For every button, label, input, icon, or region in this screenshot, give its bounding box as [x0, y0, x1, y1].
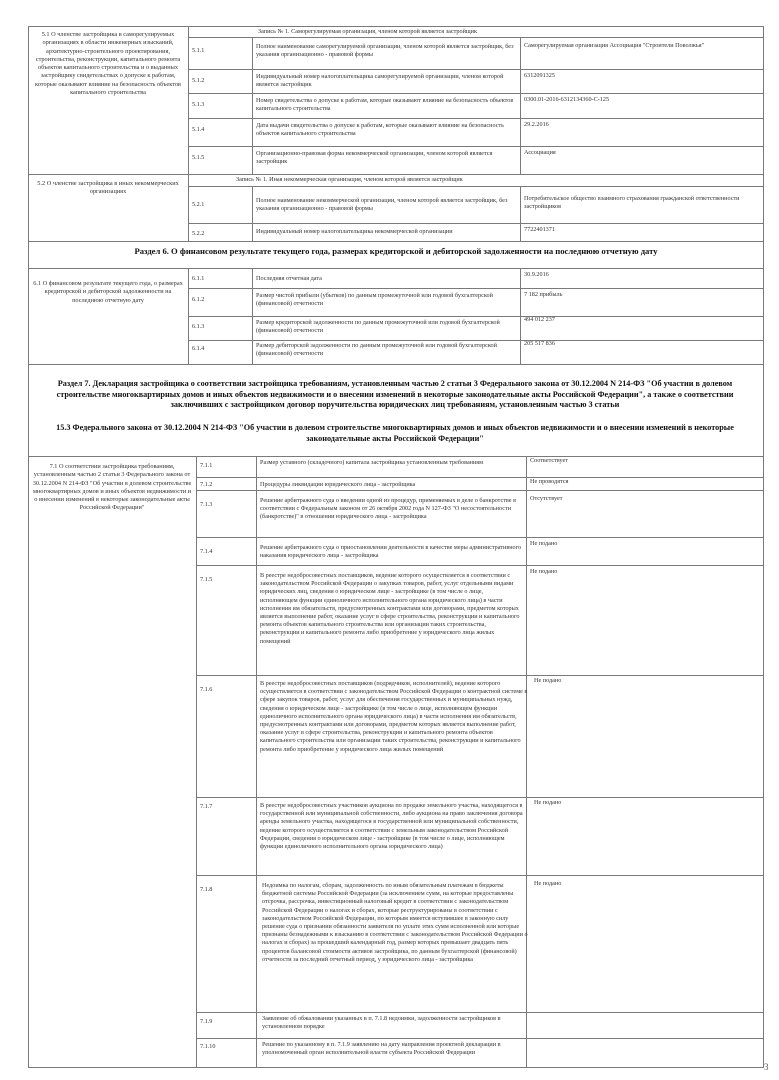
row-7-1-3-val: Отсутствует — [530, 495, 563, 502]
row-7-1-7-val: Не подано — [534, 799, 562, 806]
row-7-1-8-val: Не подано — [534, 880, 562, 887]
row-6-1-3-num: 6.1.3 — [192, 323, 205, 330]
row-6-1-4-desc: Размер дебиторской задолженности по данным промежуточной или годовой бухгалтерской (финансовой) отчетности — [256, 342, 497, 358]
section-6-title: Раздел 6. О финансовом результате текущего года, размерах кредиторской и дебиторской задолженности на последнюю отчетную дату — [134, 246, 658, 256]
row-7-1-10-desc: Решение по указанному в п. 7.1.9 заявлению на дату направления проектной декларации в уполномоченный орган исполнительной власти субъекта Российской Федерации — [262, 1041, 501, 1057]
row-7-1-8-num: 7.1.8 — [200, 886, 213, 893]
row-5-1-3-num: 5.1.3 — [192, 101, 205, 108]
row-7-1-2-val: Не проводятся — [530, 478, 569, 485]
record-5-2: Запись № 1. Иная некоммерческая организация, членом которой является застройщик — [236, 176, 463, 183]
label-6-1: 6.1 О финансовом результате текущего года, о размерах кредиторской и дебиторской задолженности на последнюю отчетную дату — [33, 280, 183, 304]
row-7-1-6-num: 7.1.6 — [200, 686, 213, 693]
row-7-1-1-desc: Размер уставного (складочного) капитала застройщика установленным требованиям — [260, 459, 484, 466]
row-5-1-4-val: 29.2.2016 — [524, 121, 549, 128]
row-7-1-10-num: 7.1.10 — [200, 1043, 216, 1050]
row-7-1-2-desc: Процедуры ликвидации юридического лица - застройщика — [260, 481, 416, 488]
row-5-1-4-desc: Дата выдачи свидетельства о допуске к работам, которые оказывают влияние на безопасность объектов капитального строительства — [256, 122, 504, 138]
label-7-1: 7.1 О соответствии застройщика требованиям, установленным частью 2 статьи 3 Федерального закона от 30.12.2004 N 214-ФЗ "Об участии в долевом строительстве многоквартирных домов и иных объектов недвижимости и о внесении изменений в некоторые законодательные акты Российской Федерации" — [32, 463, 192, 512]
row-5-1-1-num: 5.1.1 — [192, 47, 205, 54]
row-6-1-2-num: 6.1.2 — [192, 296, 205, 303]
row-7-1-4-desc: Решение арбитражного суда о приостановлении деятельности в качестве меры административного наказания юридического лица - застройщика — [260, 544, 522, 560]
row-7-1-5-val: Не подано — [530, 568, 558, 575]
row-5-1-5-num: 5.1.5 — [192, 154, 205, 161]
row-7-1-1-val: Соответствует — [530, 457, 568, 464]
row-7-1-5-num: 7.1.5 — [200, 576, 213, 583]
label-5-2: 5.2 О членстве застройщика в иных некоммерческих организациях — [37, 180, 179, 196]
record-5-1: Запись № 1. Саморегулируемая организация, членом которой является застройщик — [258, 28, 477, 35]
row-7-1-4-val: Не подано — [530, 540, 558, 547]
row-7-1-3-desc: Решение арбитражного суда о введении одной из процедур, применяемых в деле о банкротстве в соответствии с Федеральным законом от 26 октября 2002 года N 127-ФЗ "О несостоятельности (банкротстве)" в отношении юридического лица - застройщика — [260, 497, 517, 521]
row-7-1-2-num: 7.1.2 — [200, 481, 213, 488]
row-6-1-1-desc: Последняя отчетная дата — [256, 275, 322, 282]
row-5-2-2-val: 7722401371 — [524, 226, 555, 233]
row-6-1-3-desc: Размер кредиторской задолженности по данным промежуточной или годовой бухгалтерской (финансовой) отчетности — [256, 319, 500, 335]
row-5-2-1-num: 5.2.1 — [192, 201, 205, 208]
row-7-1-4-num: 7.1.4 — [200, 548, 213, 555]
row-7-1-1-num: 7.1.1 — [200, 462, 213, 469]
row-7-1-6-val: Не подано — [534, 677, 562, 684]
row-5-2-2-num: 5.2.2 — [192, 230, 205, 237]
row-5-1-5-desc: Организационно-правовая форма некоммерческой организации, членом которой является застройщик — [256, 150, 493, 166]
row-5-2-2-desc: Индивидуальный номер налогоплательщика некоммерческой организации — [256, 228, 453, 235]
row-5-2-1-desc: Полное наименование некоммерческой организации, членом которой является застройщик, без указания организационно - правовой формы — [256, 197, 508, 213]
row-7-1-3-num: 7.1.3 — [200, 501, 213, 508]
row-6-1-1-val: 30.9.2016 — [524, 271, 549, 278]
row-7-1-9-desc: Заявление об обжаловании указанных в п. 7.1.8 недоимки, задолженности застройщиков в установленном порядке — [262, 1015, 501, 1031]
row-7-1-8-desc: Недоимка по налогам, сборам, задолженность по иным обязательным платежам в бюджеты бюджетной системы Российской Федерации (за исключением сумм, на которые предоставлены отсрочка, рассрочка, инвестиционный налоговый кредит в соответствии с законодательством Российской Федерации о налогах и сборах, которые реструктурированы в соответствии с законодательством Российской Федерации, по которым имеется вступившее в законную силу решение суда о признании обязанности заявителя по уплате этих сумм исполненной или которые признаны безнадежными к взысканию в соответствии с законодательством Российской Федерации о налогах и сборах) за прошедший календарный год, размер которых превышает двадцать пять процентов балансовой стоимости активов застройщика, по данным бухгалтерской (финансовой) отчетности за последний отчетный период, у юридического лица - застройщика — [262, 882, 528, 963]
row-5-1-2-val: 6312091325 — [524, 72, 555, 79]
row-5-1-4-num: 5.1.4 — [192, 126, 205, 133]
row-5-1-3-desc: Номер свидетельства о допуске к работам, которые оказывают влияние на безопасность объектов капитального строительства — [256, 97, 514, 113]
row-6-1-1-num: 6.1.1 — [192, 275, 205, 282]
row-7-1-5-desc: В реестре недобросовестных поставщиков, ведение которого осуществляется в соответствии с законодательством Российской Федерации о закупках товаров, работ, услуг отдельными видами юридических лиц, сведения о юридическом лице - застройщике (в том числе о лице, исполняющем функции единоличного исполнительного органа юридического лица) в части исполнения им обязательств, предусмотренных контрактами или договорами, предметом которых является выполнение работ, оказание услуг в сфере строительства, реконструкции и капитального ремонта объектов капитального строительства или организации таких строительства, реконструкции и капитального ремонта либо приобретение у юридического лица жилых помещений — [260, 572, 520, 645]
page-number: 3 — [764, 1062, 769, 1072]
section-7-title: Раздел 7. Декларация застройщика о соответствии застройщика требованиям, установленным частью 2 статьи 3 Федерального закона от 30.12.2004 N 214-ФЗ "Об участии в долевом строительстве многоквартирных домов и иных объектов недвижимости и о внесении изменений в некоторые законодательные акты Российской Федерации", а также о соответствии заключивших с застройщиком договор поручительства юридических лиц требованиям, установленным частью 3 статьи — [56, 379, 734, 410]
row-5-1-3-val: 0300.01-2016-6312134360-С-125 — [524, 96, 610, 103]
row-7-1-7-num: 7.1.7 — [200, 803, 213, 810]
row-7-1-6-desc: В реестре недобросовестных поставщиков (подрядчиков, исполнителей), ведение которого осуществляется в соответствии с законодательством Российской Федерации о контрактной системе в сфере закупок товаров, работ, услуг для обеспечения государственных и муниципальных нужд, сведения о юридическом лице - застройщике (в том числе о лице, исполняющем функции единоличного исполнительного органа юридического лица) в части исполнения им обязательств, предусмотренных контрактами или договорами, предметом которых является выполнение работ, оказание услуг в сфере строительства, реконструкции и капитального ремонта объектов капитального строительства или организации таких строительства, реконструкции и капитального ремонта либо приобретение у юридического лица жилых помещений — [260, 680, 528, 753]
label-5-1: 5.1 О членстве застройщика в саморегулируемых организациях в области инженерных изысканий, архитектурно-строительного проектирования, строительства, реконструкции, капитального ремонта объектов капитального строительства и о выданных застройщику свидетельствах о допуске к работам, которые оказывают влияние на безопасность объектов капитального строительства — [34, 31, 181, 97]
row-7-1-9-num: 7.1.9 — [200, 1018, 213, 1025]
section-7-title-cont: 15.3 Федерального закона от 30.12.2004 N 214-ФЗ "Об участии в долевом строительстве многоквартирных домов и иных объектов недвижимости и о внесении изменений в некоторые законодательные акты Российской Федерации" — [56, 423, 734, 443]
row-6-1-2-val: 7 182 прибыль — [524, 291, 563, 298]
row-5-1-2-num: 5.1.2 — [192, 77, 205, 84]
row-5-1-5-val: Ассоциация — [524, 149, 556, 156]
row-5-1-1-val: Саморегулируемая организация Ассоциация "Строители Поволжья" — [524, 42, 705, 49]
row-6-1-4-val: 205 517 836 — [524, 340, 555, 347]
row-7-1-7-desc: В реестре недобросовестных участников аукциона по продаже земельного участка, находящегося в государственной или муниципальной собственности, либо аукциона на право заключения договора аренды земельного участка, находящегося в государственной или муниципальной собственности, ведение которого осуществляется в соответствии с земельным законодательством Российской Федерации, сведения о юридическом лице - застройщике (в том числе о лице, исполняющем функции единоличного исполнительного органа юридического лица) — [260, 802, 523, 850]
row-6-1-3-val: 494 012 237 — [524, 316, 555, 323]
row-5-2-1-val: Потребительское общество взаимного страхования гражданской ответственности застройщиков — [524, 195, 740, 211]
row-5-1-2-desc: Индивидуальный номер налогоплательщика саморегулируемой организации, членом которой является застройщик — [256, 73, 504, 89]
row-5-1-1-desc: Полное наименование саморегулируемой организации, членом которой является застройщик, без указания организационно - правовой формы — [256, 43, 514, 59]
row-6-1-4-num: 6.1.4 — [192, 345, 205, 352]
row-6-1-2-desc: Размер чистой прибыли (убытков) по данным промежуточной или годовой бухгалтерской (финансовой) отчетности — [256, 292, 493, 308]
